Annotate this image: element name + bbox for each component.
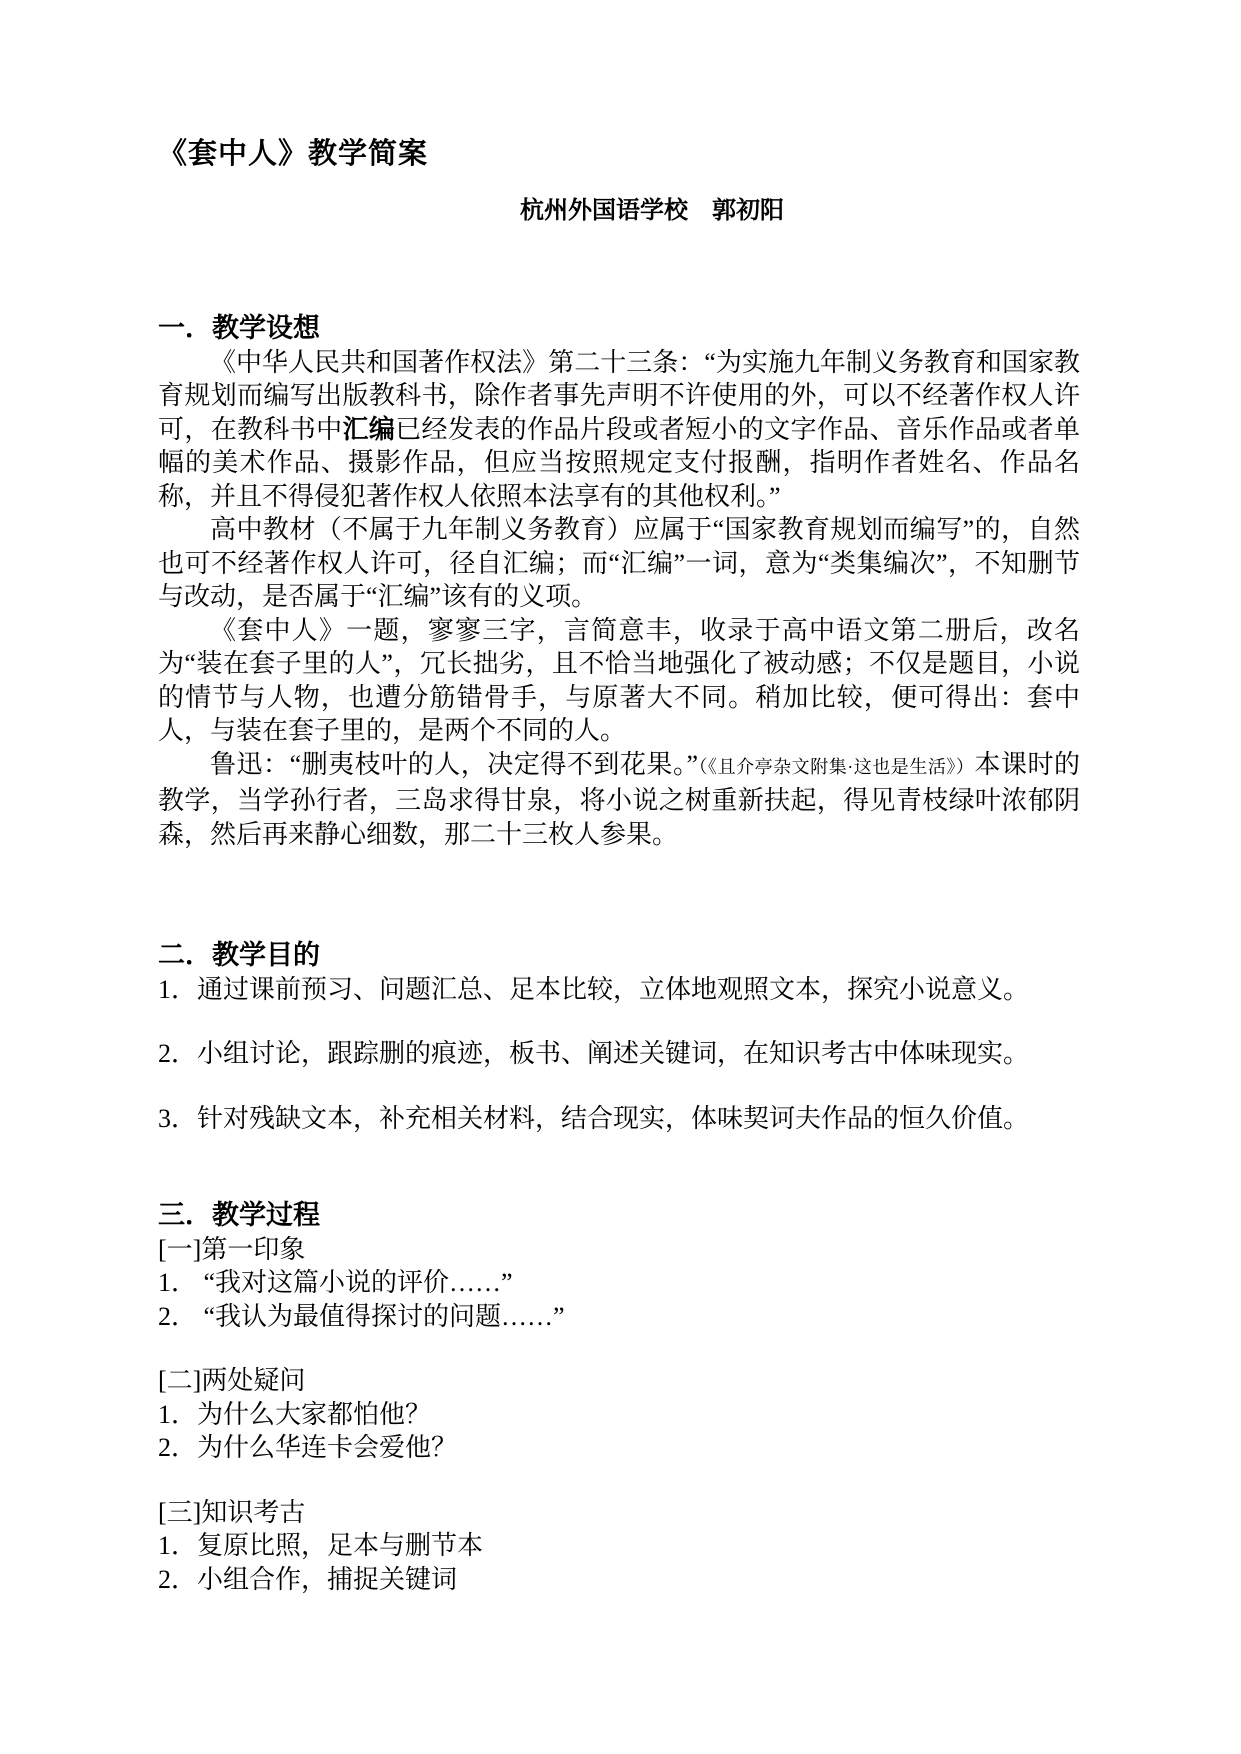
paragraph-title-comparison: 《套中人》一题，寥寥三字，言简意丰，收录于高中语文第二册后，改名为“装在套子里的人”，冗长拙劣，且不恰当地强化了被动感；不仅是题目，小说的情节与人物，也遭分筋错骨手，与原著大不同。稍加比较，便可得出：套中人，与装在套子里的，是两个不同的人。 [158,615,1080,745]
citation-source-small: （《且介亭杂文附集·这也是生活》） [698,756,975,777]
process-step2-item-2: 2．为什么华连卡会爱他？ [158,1433,458,1462]
section-teaching-concept [158,312,1080,851]
document-title: 《套中人》教学简案 [158,138,429,170]
process-step1-title: [一]第一印象 [158,1234,306,1264]
process-step1-item-1: 1． “我对这篇小说的评价……” [158,1268,513,1297]
process-step-knowledge-archaeology [158,1496,1080,1597]
paragraph-copyright-law [158,346,1080,514]
section-teaching-process [158,1199,1080,1596]
section-teaching-goals [158,939,1080,1135]
paragraph-textbook-argument: 高中教材（不属于九年制义务教育）应属于“国家教育规划而编写”的，自然也可不经著作权人许可，径自汇编；而“汇编”一词，意为“类集编次”，不知删节与改动，是否属于“汇编”该有的义项。 [158,515,1080,611]
byline: 杭州外国语学校 郭初阳 [520,198,784,224]
process-step3-item-2: 2．小组合作，捕捉关键词 [158,1564,458,1594]
bold-term-huibian: 汇编 [342,414,396,444]
process-step1-item-2: 2． “我认为最值得探讨的问题……” [158,1301,565,1331]
process-step-first-impression [158,1233,1080,1334]
paragraph-copyright-law-text-a: 《中华人民共和国著作权法》第二十三条：“为实施九年制义务教育和国家教育规划而编写出版教科书，除作者事先声明不许使用的外，可以不经著作权人许可，在教科书中 [158,347,1080,444]
goal-item-1: 1．通过课前预习、问题汇总、足本比较，立体地观照文本，探究小说意义。 [158,974,1030,1004]
section3-heading: 三．教学过程 [158,1200,320,1230]
section1-heading: 一．教学设想 [158,313,320,343]
paragraph-copyright-law-text-c: 已经发表的作品片段或者短小的文字作品、音乐作品或者单幅的美术作品、摄影作品，但应当按照规定支付报酬，指明作者姓名、作品名称，并且不得侵犯著作权人依照本法享有的其他权利。” [158,414,1080,511]
process-step3-item-1: 1．复原比照，足本与删节本 [158,1531,484,1560]
goal-item-3: 3．针对残缺文本，补充相关材料，结合现实，体味契诃夫作品的恒久价值。 [158,1103,1030,1133]
section2-heading: 二．教学目的 [158,940,320,970]
process-step-two-questions [158,1364,1080,1465]
document-content [158,0,1080,1596]
paragraph-luxun-quote [158,748,1080,852]
paragraph-luxun-continuation: 本课时的教学，当学孙行者，三岛求得甘泉，将小说之树重新扶起，得见青枝绿叶浓郁阴森，然后再来静心细数，那二十三枚人参果。 [158,749,1080,849]
goal-item-2: 2．小组讨论，跟踪删的痕迹，板书、阐述关键词，在知识考古中体味现实。 [158,1039,1030,1068]
process-step2-title: [二]两处疑问 [158,1366,306,1395]
luxun-quote-text: 鲁迅：“删夷枝叶的人，决定得不到花果。” [210,749,699,779]
process-step2-item-1: 1．为什么大家都怕他？ [158,1399,432,1429]
process-step3-title: [三]知识考古 [158,1497,306,1527]
